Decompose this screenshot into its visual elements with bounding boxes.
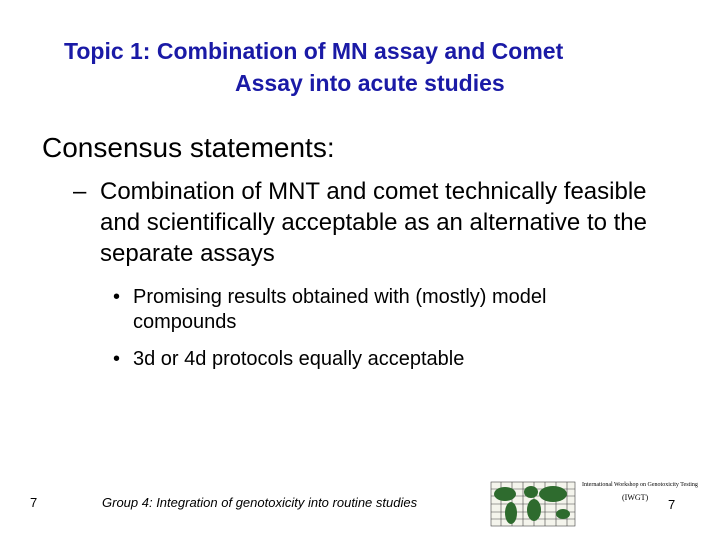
page-number-right: 7 <box>668 497 676 512</box>
footer-text: Group 4: Integration of genotoxicity into routine studies <box>102 495 418 510</box>
globe-logo-icon <box>487 480 579 530</box>
dash-text: Combination of MNT and comet technically feasible and scientifically acceptable as an alternative to the separate assays <box>100 178 647 267</box>
bullet-marker: • <box>113 348 121 370</box>
title-line-1: Topic 1: Combination of MN assay and Comet <box>64 38 564 64</box>
page-number-left: 7 <box>30 495 38 510</box>
organization-logo <box>582 482 698 522</box>
bullet-text: Promising results obtained with (mostly) model compounds <box>133 286 547 333</box>
title-line-2: Assay into acute studies <box>235 70 505 96</box>
section-heading: Consensus statements: <box>42 132 335 163</box>
logo-text: International Workshop on Genotoxicity Testing <box>582 482 698 488</box>
bullet-marker: • <box>113 286 121 308</box>
logo-abbreviation: (IWGT) <box>622 493 649 502</box>
bullet-text: 3d or 4d protocols equally acceptable <box>133 348 465 370</box>
dash-marker: – <box>73 178 87 205</box>
